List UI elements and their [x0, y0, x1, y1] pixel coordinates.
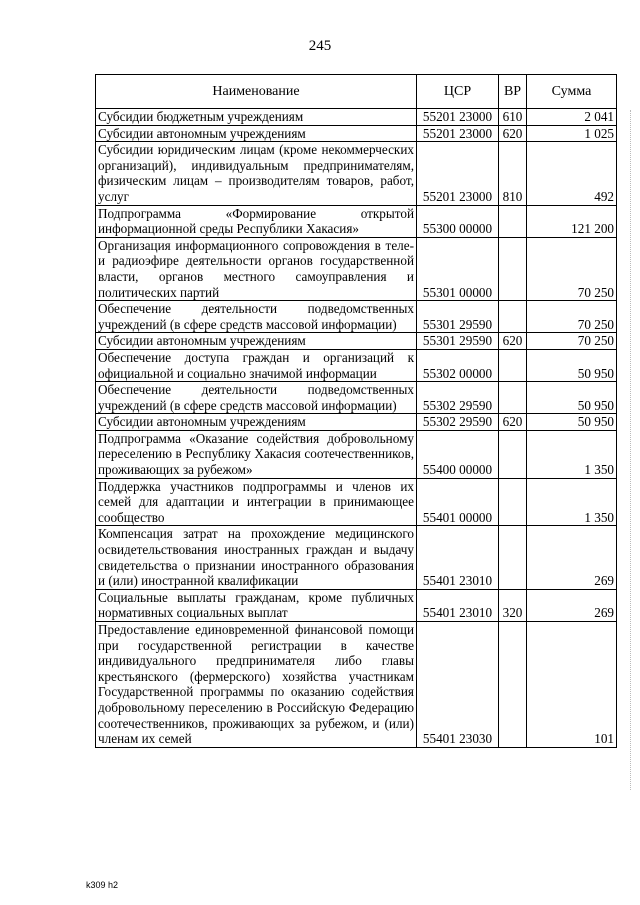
row-sum: 1 025	[527, 125, 617, 142]
row-csr: 55401 00000	[417, 478, 499, 526]
row-name: Субсидии автономным учреждениям	[96, 333, 417, 350]
row-csr: 55302 00000	[417, 349, 499, 381]
row-name: Подпрограмма «Формирование открытой информационной среды Республики Хакасия»	[96, 205, 417, 237]
table-row	[96, 478, 617, 526]
row-name: Субсидии автономным учреждениям	[96, 414, 417, 431]
row-name: Обеспечение деятельности подведомственных учреждений (в сфере средств массовой информации)	[96, 301, 417, 333]
row-sum: 70 250	[527, 333, 617, 350]
row-csr: 55400 00000	[417, 430, 499, 478]
header-name: Наименование	[96, 75, 417, 109]
row-sum: 492	[527, 142, 617, 205]
document-code: k309 h2	[86, 880, 119, 890]
row-vr: 810	[499, 142, 527, 205]
row-csr: 55301 29590	[417, 301, 499, 333]
row-csr: 55401 23030	[417, 622, 499, 748]
table-row	[96, 382, 617, 414]
table-row	[96, 589, 617, 621]
row-sum: 70 250	[527, 301, 617, 333]
row-sum: 50 950	[527, 414, 617, 431]
row-csr: 55401 23010	[417, 526, 499, 589]
row-vr	[499, 526, 527, 589]
row-csr: 55301 29590	[417, 333, 499, 350]
table-row	[96, 237, 617, 300]
row-vr: 320	[499, 589, 527, 621]
row-sum: 2 041	[527, 109, 617, 126]
row-name: Субсидии бюджетным учреждениям	[96, 109, 417, 126]
table-row	[96, 430, 617, 478]
row-name: Предоставление единовременной финансовой помощи при государственной регистрации в качестве индивидуального предпринимателя либо главы крестьянского (фермерского) хозяйства участникам Государственной программы по оказанию содействия добровольному переселению в Российскую Федерацию соотечественников, проживающих за рубежом, и (или) членам их семей	[96, 622, 417, 748]
row-name: Поддержка участников подпрограммы и членов их семей для адаптации и интеграции в принимающее сообщество	[96, 478, 417, 526]
row-vr	[499, 622, 527, 748]
row-sum: 121 200	[527, 205, 617, 237]
scan-edge-marks	[630, 110, 632, 790]
table-row	[96, 205, 617, 237]
row-name: Субсидии юридическим лицам (кроме некоммерческих организаций), индивидуальным предпринимателям, физическим лицам – производителям товаров, работ, услуг	[96, 142, 417, 205]
row-name: Организация информационного сопровождения в теле- и радиоэфире деятельности органов государственной власти, органов местного самоуправления и политических партий	[96, 237, 417, 300]
row-vr	[499, 430, 527, 478]
table-row	[96, 526, 617, 589]
row-vr	[499, 237, 527, 300]
table-row	[96, 333, 617, 350]
row-sum: 269	[527, 589, 617, 621]
row-name: Подпрограмма «Оказание содействия добровольному переселению в Республику Хакасия соотечественников, проживающих за рубежом»	[96, 430, 417, 478]
row-sum: 50 950	[527, 382, 617, 414]
row-csr: 55300 00000	[417, 205, 499, 237]
budget-table	[95, 74, 617, 748]
header-vr: ВР	[499, 75, 527, 109]
row-vr	[499, 382, 527, 414]
page-number: 245	[308, 38, 332, 54]
row-name: Социальные выплаты гражданам, кроме публичных нормативных социальных выплат	[96, 589, 417, 621]
table-row	[96, 109, 617, 126]
row-name: Субсидии автономным учреждениям	[96, 125, 417, 142]
row-vr: 620	[499, 333, 527, 350]
table-row	[96, 142, 617, 205]
row-vr	[499, 205, 527, 237]
row-sum: 1 350	[527, 478, 617, 526]
row-vr: 610	[499, 109, 527, 126]
row-csr: 55201 23000	[417, 109, 499, 126]
row-name: Компенсация затрат на прохождение медицинского освидетельствования иностранных граждан и выдачу свидетельства о признании иностранного образования и (или) иностранной квалификации	[96, 526, 417, 589]
table-row	[96, 622, 617, 748]
row-vr: 620	[499, 414, 527, 431]
row-name: Обеспечение доступа граждан и организаций к официальной и социально значимой информации	[96, 349, 417, 381]
table-header-row	[96, 75, 617, 109]
row-csr: 55302 29590	[417, 382, 499, 414]
row-csr: 55302 29590	[417, 414, 499, 431]
table-row	[96, 125, 617, 142]
header-sum: Сумма	[527, 75, 617, 109]
table-row	[96, 414, 617, 431]
row-sum: 101	[527, 622, 617, 748]
table-row	[96, 349, 617, 381]
row-name: Обеспечение деятельности подведомственных учреждений (в сфере средств массовой информации)	[96, 382, 417, 414]
row-sum: 1 350	[527, 430, 617, 478]
row-vr	[499, 349, 527, 381]
row-sum: 269	[527, 526, 617, 589]
row-vr	[499, 301, 527, 333]
row-vr	[499, 478, 527, 526]
row-csr: 55301 00000	[417, 237, 499, 300]
row-csr: 55201 23000	[417, 142, 499, 205]
row-sum: 70 250	[527, 237, 617, 300]
row-vr: 620	[499, 125, 527, 142]
header-csr: ЦСР	[417, 75, 499, 109]
table-row	[96, 301, 617, 333]
row-csr: 55401 23010	[417, 589, 499, 621]
row-csr: 55201 23000	[417, 125, 499, 142]
row-sum: 50 950	[527, 349, 617, 381]
